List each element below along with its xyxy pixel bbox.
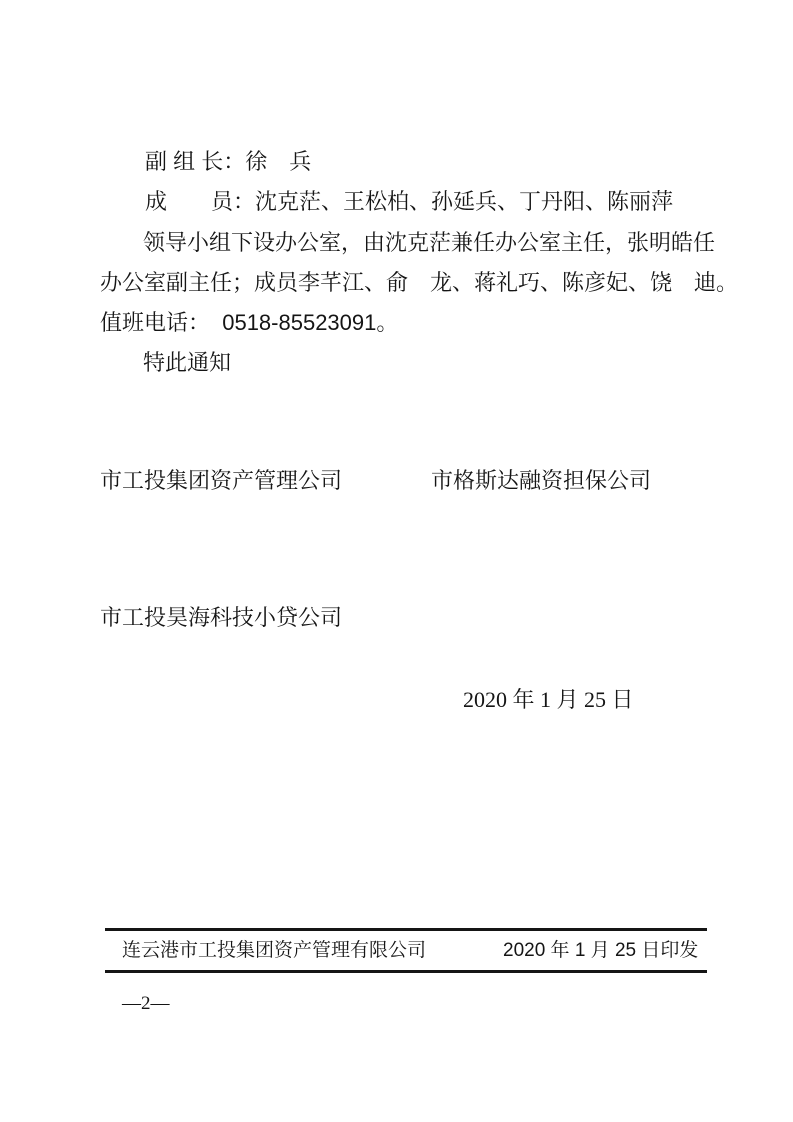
signature-date: 2020 年 1 月 25 日 [463,687,634,712]
footer-issuer: 连云港市工投集团资产管理有限公司 [122,940,427,961]
page-number: —2— [122,993,170,1014]
line-members: 成 员：沈克茫、王松柏、孙延兵、丁丹阳、陈丽萍 [145,189,674,214]
signature-company-guarantee: 市格斯达融资担保公司 [431,468,652,493]
line-office-paragraph-3: 值班电话： 0518-85523091。 [100,310,399,335]
signature-company-asset-management: 市工投集团资产管理公司 [100,468,343,493]
line-notice: 特此通知 [143,350,232,375]
footer-bottom-rule [105,970,707,973]
line-office-paragraph-1: 领导小组下设办公室，由沈克茫兼任办公室主任，张明皓任 [143,230,716,255]
footer-print-date: 2020 年 1 月 25 日印发 [503,940,699,961]
footer-top-rule [105,928,707,931]
line-office-paragraph-2: 办公室副主任；成员李芊江、俞 龙、蒋礼巧、陈彦妃、饶 迪。 [100,270,739,295]
line-deputy-leader: 副 组 长：徐 兵 [145,149,312,174]
signature-company-microloan: 市工投昊海科技小贷公司 [100,605,343,630]
